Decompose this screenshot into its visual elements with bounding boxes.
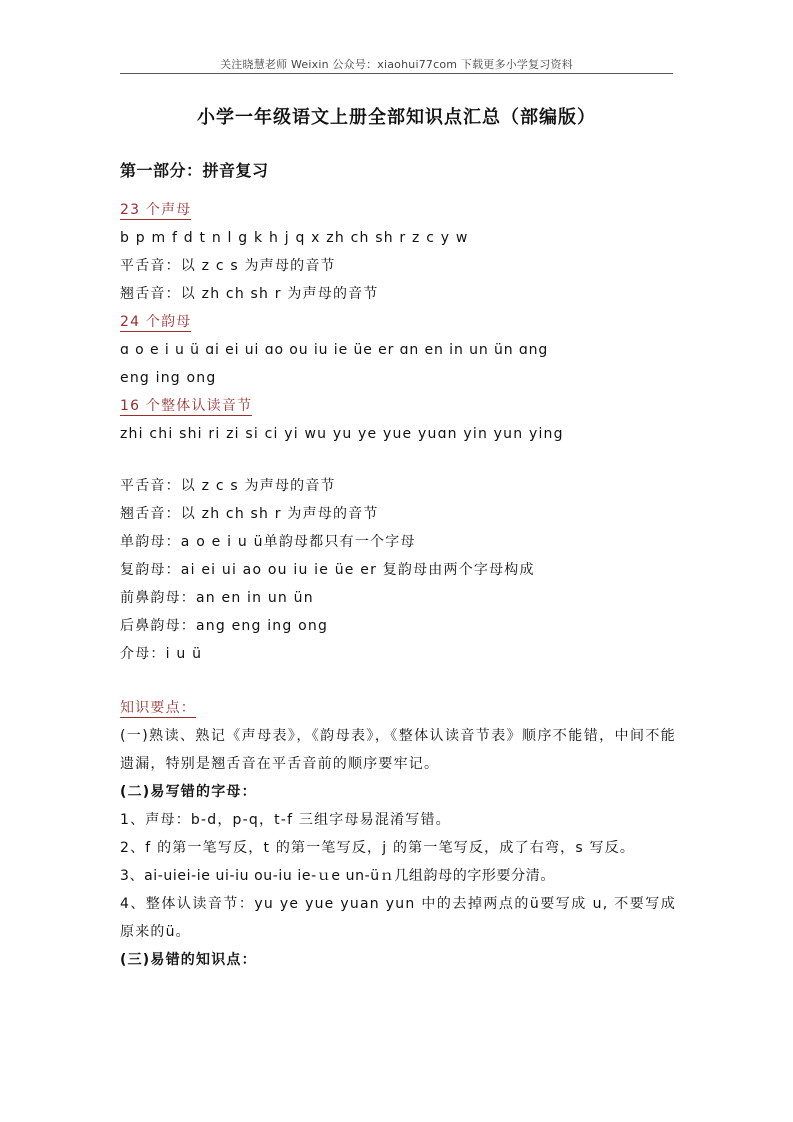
part-one-title: 第一部分：拼音复习 [120, 161, 269, 180]
document-body [120, 196, 676, 974]
whole-syllables-heading: 16 个整体认读音节 [120, 398, 253, 414]
finals-list-line1: ɑ o e i u ü ɑi ei ui ɑo ou iu ie üe er ɑn en in un ün ɑng [120, 342, 549, 358]
finals-list-line2: eng ing ong [120, 370, 217, 386]
key-point-3-heading: (三)易错的知识点： [120, 952, 257, 968]
whole-syllables-list: zhi chi shi ri zi si ci yi wu yu ye yue yuɑn yin yun ying [120, 426, 564, 442]
key-point-item-4: 4、整体认读音节：yu ye yue yuan yun 中的去掉两点的ü要写成 u, 不要写成原来的ü。 [120, 896, 676, 940]
key-point-item-1: 1、声母：b-d，p-q，t-f 三组字母易混淆写错。 [120, 812, 451, 828]
finals-heading: 24 个韵母 [120, 314, 192, 330]
compound-finals-line: 复韵母：ai ei ui ao ou iu ie üe er 复韵母由两个字母构成 [120, 562, 535, 578]
spacer [120, 668, 676, 694]
retroflex-line-2: 翘舌音：以 zh ch sh r 为声母的音节 [120, 506, 379, 522]
medial-line: 介母：i u ü [120, 646, 203, 662]
key-point-item-3: 3、ai-uiei-ie ui-iu ou-iu ie-ｕe un-üｎ几组韵母的字形要分清。 [120, 868, 555, 884]
key-points-heading: 知识要点： [120, 700, 196, 716]
initials-heading: 23 个声母 [120, 202, 192, 218]
document-title: 小学一年级语文上册全部知识点汇总（部编版） [197, 107, 596, 128]
spacer [120, 448, 676, 472]
page-header: 关注晓慧老师 Weixin 公众号：xiaohui77com 下载更多小学复习资料 [220, 58, 573, 71]
single-finals-line: 单韵母：a o e i u ü单韵母都只有一个字母 [120, 534, 416, 550]
flat-tongue-line: 平舌音：以 z c s 为声母的音节 [120, 258, 336, 274]
retroflex-line: 翘舌音：以 zh ch sh r 为声母的音节 [120, 286, 379, 302]
flat-tongue-line-2: 平舌音：以 z c s 为声母的音节 [120, 478, 336, 494]
front-nasal-line: 前鼻韵母：an en in un ün [120, 590, 314, 606]
initials-list: b p m f d t n l g k h j q x zh ch sh r z c y w [120, 230, 469, 246]
key-point-1: (一)熟读、熟记《声母表》，《韵母表》，《整体认读音节表》顺序不能错，中间不能遗漏，特别是翘舌音在平舌音前的顺序要牢记。 [120, 728, 676, 772]
key-point-2-heading: (二)易写错的字母： [120, 784, 257, 800]
header-divider [120, 73, 673, 74]
key-point-item-2: 2、f 的第一笔写反，t 的第一笔写反，j 的第一笔写反，成了右弯，s 写反。 [120, 840, 636, 856]
back-nasal-line: 后鼻韵母：ang eng ing ong [120, 618, 329, 634]
